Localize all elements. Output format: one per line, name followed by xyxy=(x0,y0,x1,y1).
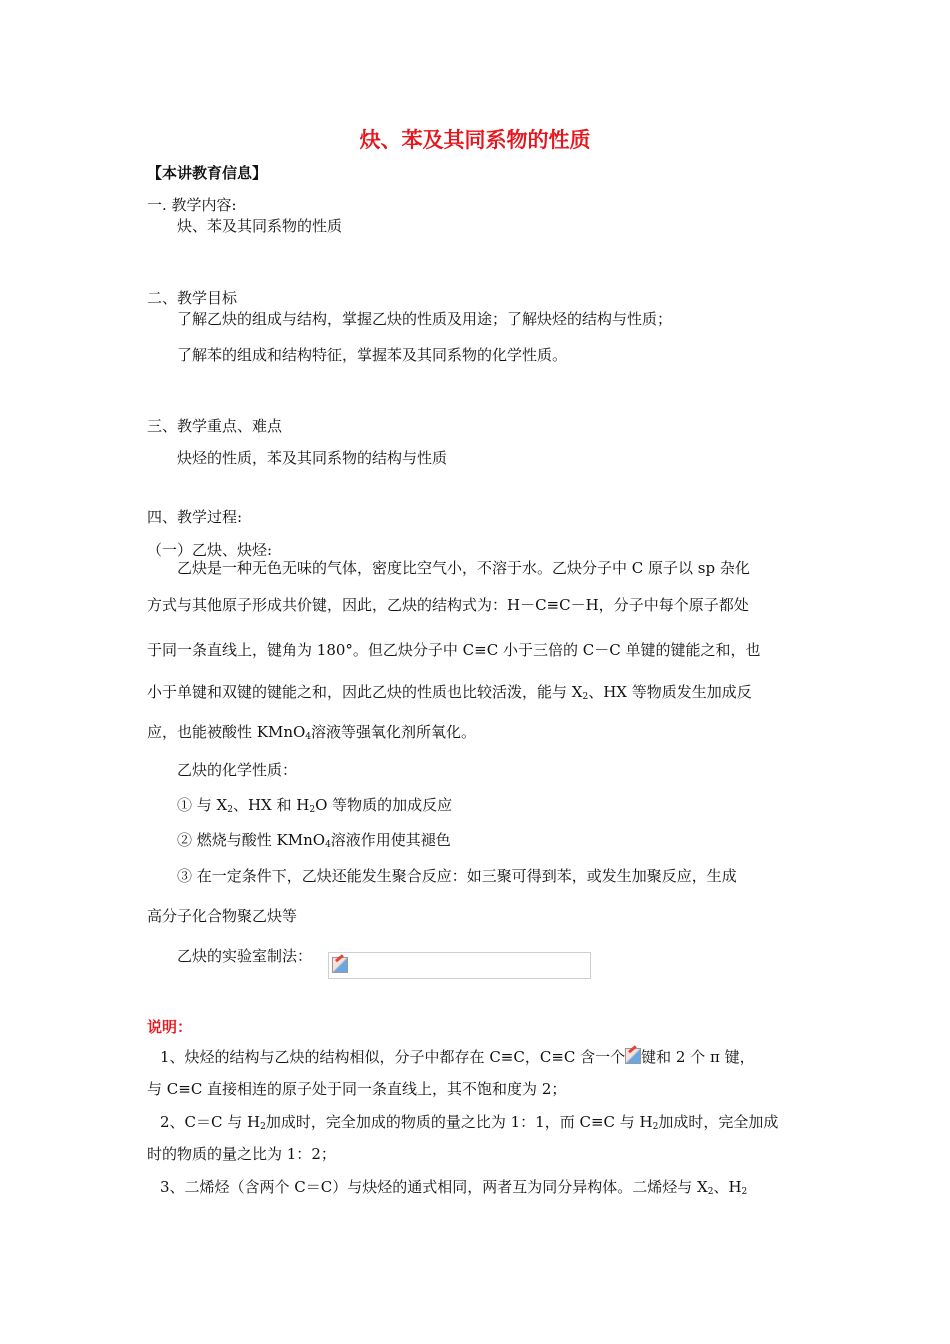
list-item: ③ 在一定条件下，乙炔还能发生聚合反应：如三聚可得到苯，或发生加聚反应，生成 xyxy=(177,867,737,885)
page-title: 炔、苯及其同系物的性质 xyxy=(359,128,591,152)
lab-method-label: 乙炔的实验室制法： xyxy=(177,947,313,965)
note-line: 2、C＝C 与 $H_2$加成时，完全加成的物质的量之比为 1：1，而 C≡C 与 $H_2$加成时，完全加成 xyxy=(160,1113,779,1132)
embedded-image-placeholder xyxy=(328,952,591,979)
note-line: 3、二烯烃（含两个 C＝C）与炔烃的通式相同，两者互为同分异构体。二烯烃与 $X_2$、$H_2$ xyxy=(160,1178,748,1197)
paragraph-line: 应，也能被酸性 KMnO$_4$溶液等强氧化剂所氧化。 xyxy=(147,723,477,742)
info-header: 【本讲教育信息】 xyxy=(147,164,268,182)
section-3-body: 炔烃的性质，苯及其同系物的结构与性质 xyxy=(177,449,448,467)
paragraph-line: 小于单键和双键的键能之和，因此乙炔的性质也比较活泼，能与 $X_2$、HX 等物质发生加成反 xyxy=(147,683,752,702)
note-heading: 说明： xyxy=(147,1018,193,1036)
note-line: 1、炔烃的结构与乙炔的结构相似，分子中都存在 C≡C，C≡C 含一个 键和 2 个 π 键， xyxy=(160,1048,755,1066)
paragraph-line: 乙炔是一种无色无味的气体，密度比空气小，不溶于水。乙炔分子中 C 原子以 sp 杂化 xyxy=(177,559,750,577)
section-2-heading: 二、教学目标 xyxy=(147,289,238,307)
broken-image-icon xyxy=(332,957,348,973)
list-item-continuation: 高分子化合物聚乙炔等 xyxy=(147,907,298,925)
paragraph-line: 方式与其他原子形成共价键，因此，乙炔的结构式为：H－C≡C－H，分子中每个原子都处 xyxy=(147,596,749,614)
chem-properties-heading: 乙炔的化学性质： xyxy=(177,761,298,779)
section-2-line-1: 了解乙炔的组成与结构，掌握乙炔的性质及用途；了解炔烃的结构与性质； xyxy=(177,310,673,328)
section-1-body: 炔、苯及其同系物的性质 xyxy=(177,217,343,235)
section-1-heading: 一. 教学内容: xyxy=(147,196,237,214)
list-item: ① 与 $X_2$、HX 和 $H_2O$ 等物质的加成反应 xyxy=(177,796,453,815)
section-4-heading: 四、教学过程: xyxy=(147,508,243,526)
paragraph-line: 于同一条直线上，键角为 180°。但乙炔分子中 C≡C 小于三倍的 C－C 单键的键能之和，也 xyxy=(147,641,761,659)
section-3-heading: 三、教学重点、难点 xyxy=(147,417,283,435)
section-2-line-2: 了解苯的组成和结构特征，掌握苯及其同系物的化学性质。 xyxy=(177,346,568,364)
note-line: 时的物质的量之比为 1：2； xyxy=(147,1145,336,1163)
note-line: 与 C≡C 直接相连的原子处于同一条直线上，其不饱和度为 2； xyxy=(147,1080,567,1098)
broken-image-icon xyxy=(625,1048,641,1064)
subsection-heading: （一）乙炔、炔烃: xyxy=(147,541,273,559)
list-item: ② 燃烧与酸性 KMnO$_4$溶液作用使其褪色 xyxy=(177,831,451,850)
